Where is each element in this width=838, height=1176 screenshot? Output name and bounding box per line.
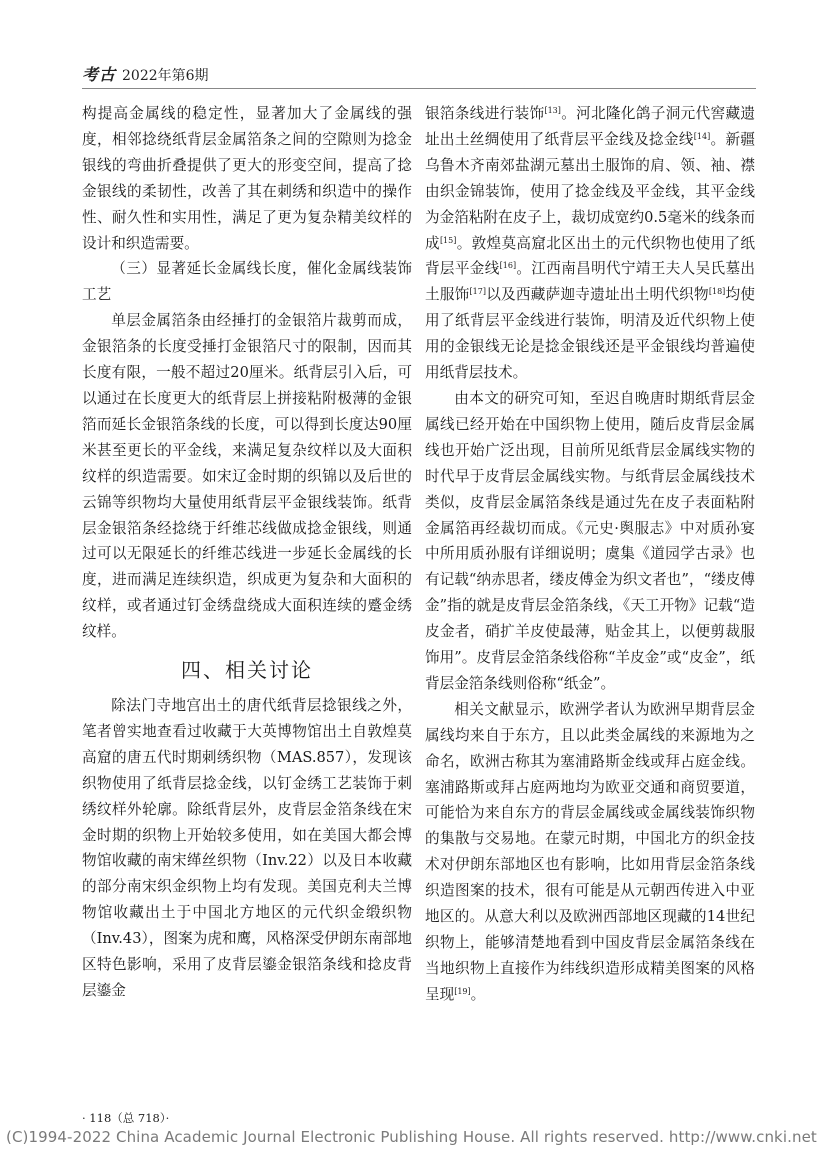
text-run: 银箔条线进行装饰 — [425, 105, 545, 122]
citation-17: [17] — [469, 287, 486, 297]
copyright-footer: (C)1994-2022 China Academic Journal Electronic Publishing House. All rights reserved. http://www.cnki.net — [6, 1128, 817, 1146]
page-number: · 118（总 718）· — [82, 1111, 170, 1125]
text-run: 。江西南昌明代宁靖王夫人吴氏墓出土服饰 — [425, 260, 755, 304]
text-run: 。 — [470, 985, 486, 1003]
paragraph — [425, 101, 755, 386]
subsection-heading: （三）显著延长金属线长度，催化金属线装饰工艺 — [82, 260, 412, 304]
paragraph: 由本文的研究可知，至迟自晚唐时期纸背层金属线已经开始在中国织物上使用，随后皮背层金属线也开始广泛出现，目前所见纸背层金属线实物的时代早于皮背层金属线实物。与纸背层金属线技术类似，皮背层金属箔条线是通过先在皮子表面粘附金属箔再经裁切而成。《元史·舆服志》中对质孙宴中所用质孙服有详细说明；虞集《道园学古录》也有记载“纳赤思者，缕皮傅金为织文者也”，“缕皮傅金”指的就是皮背层金箔条线，《天工开物》记载“造皮金者，硝扩羊皮使最薄，贴金其上，以便剪裁服饰用”。皮背层金箔条线俗称“羊皮金”或“皮金”，纸背层金箔条线则俗称“纸金”。 — [425, 389, 755, 692]
citation-14: [14] — [693, 131, 711, 141]
citation-19: [19] — [454, 986, 471, 996]
citation-16: [16] — [499, 261, 517, 271]
running-header — [82, 62, 209, 85]
citation-15: [15] — [439, 235, 457, 245]
issue-label: 2022年第6期 — [122, 68, 209, 84]
citation-18: [18] — [708, 287, 726, 297]
paragraph: 构提高金属线的稳定性，显著加大了金属线的强度，相邻捻绕纸背层金属箔条之间的空隙则为捻金银线的弯曲折叠提供了更大的形变空间，提高了捻金银线的柔韧性，改善了其在刺绣和织造中的操作性、耐久性和实用性，满足了更为复杂精美纹样的设计和织造需要。 — [82, 105, 412, 252]
text-run: 以及西藏萨迦寺遗址出土明代织物 — [485, 286, 709, 304]
paragraph: 单层金属箔条由经捶打的金银箔片裁剪而成，金银箔条的长度受捶打金银箔尺寸的限制，因而其长度有限，一般不超过20厘米。纸背层引入后，可以通过在长度更大的纸背层上拼接粘附极薄的金银箔而延长金银箔条线的长度，可以得到长度达90厘米甚至更长的平金线，来满足复杂纹样以及大面积纹样的织造需要。如宋辽金时期的织锦以及后世的云锦等织物均大量使用纸背层平金银线装饰。纸背层金银箔条经捻绕于纤维芯线做成捻金银线，则通过可以无限延长的纤维芯线进一步延长金属线的长度，进而满足连续织造，织成更为复杂和大面积的纹样，或者通过钉金绣盘绕成大面积连续的蹙金绣纹样。 — [82, 312, 412, 641]
text-run: 。新疆乌鲁木齐南郊盐湖元墓出土服饰的肩、领、袖、襟由织金锦装饰，使用了捻金线及平金线，其平金线为金箔粘附在皮子上，裁切成宽约0.5毫米的线条而成 — [425, 130, 755, 252]
paragraph — [425, 697, 755, 1008]
citation-13: [13] — [544, 106, 561, 115]
header-rule — [82, 88, 756, 89]
text-run: 。河北隆化鸽子洞元代窖藏遗址出土丝绸使用了纸背层平金线及捻金线 — [425, 105, 755, 148]
right-column — [425, 101, 755, 1008]
section-title: 四、相关讨论 — [181, 658, 313, 683]
text-run: 均使用了纸背层平金线进行装饰，明清及近代织物上使用的金银线无论是捻金银线还是平金银线均普遍使用纸背层技术。 — [425, 286, 755, 382]
paragraph: 除法门寺地宫出土的唐代纸背层捻银线之外，笔者曾实地查看过收藏于大英博物馆出土自敦煌莫高窟的唐五代时期刺绣织物（MAS.857），发现该织物使用了纸背层捻金线，以钉金绣工艺装饰于刺绣纹样外轮廓。除纸背层外，皮背层金箔条线在宋金时期的织物上开始较多使用，如在美国大都会博物馆收藏的南宋缂丝织物（Inv.22）以及日本收藏的部分南宋织金织物上均有发现。美国克利夫兰博物馆收藏出土于中国北方地区的元代织金缎织物（Inv.43），图案为虎和鹰，风格深受伊朗东南部地区特色影响，采用了皮背层鎏金银箔条线和捻皮背层鎏金 — [82, 697, 412, 999]
text-run: 。敦煌莫高窟北区出土的元代织物也使用了纸背层平金线 — [425, 234, 755, 278]
left-column — [82, 101, 412, 1004]
text-run: 相关文献显示，欧洲学者认为欧洲早期背层金属线均来自于东方，且以此类金属线的来源地为之命名，欧洲古称其为塞浦路斯金线或拜占庭金线。塞浦路斯或拜占庭两地均为欧亚交通和商贸要道，可能恰为来自东方的背层金属线或金属线装饰织物的集散与交易地。在蒙元时期，中国北方的织金技术对伊朗东部地区也有影响，比如用背层金箔条线织造图案的技术，很有可能是从元朝西传进入中亚地区的。从意大利以及欧洲西部地区现藏的14世纪织物上，能够清楚地看到中国皮背层金属箔条线在当地织物上直接作为纬线织造形成精美图案的风格呈现 — [425, 700, 755, 1003]
journal-logo: 考古 — [82, 65, 117, 84]
